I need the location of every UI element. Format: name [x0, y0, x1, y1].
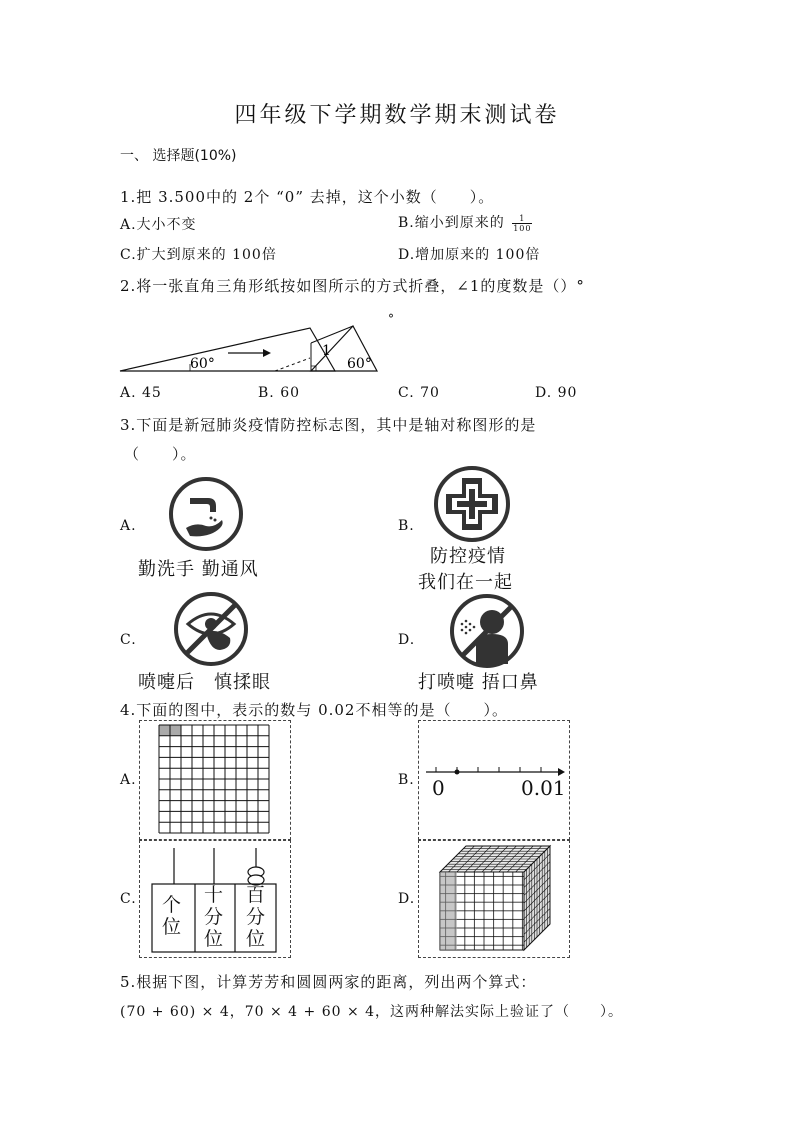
- cube-shaded-columns: [440, 872, 457, 950]
- abacus-char: 分: [204, 906, 224, 928]
- sign-b-caption-line2: 我们在一起: [418, 572, 513, 593]
- page-title: 四年级下学期数学期末测试卷: [234, 103, 560, 128]
- q1-option-d: D.增加原来的 100倍: [398, 247, 541, 263]
- arrow-head: [263, 349, 271, 357]
- number-line-arrow: [558, 768, 565, 776]
- q3-option-b: B.: [398, 518, 415, 534]
- q1-option-b: [398, 212, 532, 233]
- hand-washing-sign-icon: [168, 476, 244, 552]
- q4-option-b: B.: [398, 772, 415, 788]
- q2-option-a: A. 45: [120, 385, 162, 401]
- q2-option-c: C. 70: [398, 385, 440, 401]
- abacus-char: 十: [204, 884, 224, 906]
- q4-option-d: D.: [398, 891, 416, 907]
- question-4-text: 4.下面的图中，表示的数与 0.02不相等的是（ ）。: [120, 701, 508, 719]
- angle-label-right: 60°: [347, 356, 372, 372]
- sign-a-caption: 勤洗手 勤通风: [138, 559, 259, 580]
- q3-option-a: A.: [120, 518, 137, 534]
- original-triangle: [120, 328, 335, 371]
- sign-c-caption: 喷嚏后 慎揉眼: [138, 672, 271, 693]
- question-3-blank: （ ）。: [124, 445, 197, 463]
- number-line-label-start: 0: [432, 776, 445, 800]
- angle-label-left: 60°: [190, 356, 215, 372]
- thousand-cube: [436, 842, 556, 954]
- q2-option-d: D. 90: [535, 385, 578, 401]
- question-5-text: 5.根据下图，计算芳芳和圆圆两家的距离，列出两个算式：: [120, 973, 537, 991]
- number-line-label-end: 0.01: [521, 776, 566, 800]
- abacus-char: 百: [246, 884, 266, 906]
- q1-fraction-numerator: 1: [512, 214, 532, 224]
- folded-dashed-edge: [275, 358, 310, 371]
- question-2-text: 2.将一张直角三角形纸按如图所示的方式折叠，∠1的度数是（）°: [120, 277, 585, 295]
- q1-fraction: [512, 214, 532, 233]
- abacus-label-ones: [162, 894, 181, 938]
- sign-d-caption: 打喷嚏 捂口鼻: [418, 672, 539, 693]
- no-eye-rubbing-sign-icon: [172, 590, 250, 668]
- abacus-char: 个: [162, 894, 182, 916]
- abacus-char: 位: [162, 916, 182, 938]
- q3-option-d: D.: [398, 632, 416, 648]
- question-5-formula: (70 + 60) × 4，70 × 4 + 60 × 4，这两种解法实际上验证了（ ）。: [120, 1004, 624, 1020]
- sign-b-caption-line1: 防控疫情: [430, 546, 506, 567]
- hundred-grid: [158, 724, 272, 834]
- fold-upper-edge: [311, 326, 353, 343]
- abacus-char: 位: [204, 928, 224, 950]
- abacus-char: 分: [246, 906, 266, 928]
- section-heading-choice: 一、 选择题(10%): [120, 148, 237, 164]
- cover-mouth-sign-icon: [448, 592, 526, 670]
- q1-option-a: A.大小不变: [120, 217, 197, 233]
- fold-triangle-figure: [115, 318, 405, 378]
- q1-fraction-denominator: 100: [513, 223, 532, 233]
- q3-option-c: C.: [120, 632, 137, 648]
- abacus-label-tenths: [204, 884, 223, 950]
- number-line-point: [455, 770, 460, 775]
- angle-1-label: 1: [322, 343, 331, 359]
- q4-option-a: A.: [120, 772, 137, 788]
- number-line-ticks: [436, 767, 541, 772]
- q4-option-c: C.: [120, 891, 137, 907]
- q1-option-b-label: B.缩小到原来的: [398, 215, 505, 231]
- q2-option-b: B. 60: [258, 385, 301, 401]
- question-1-text: 1.把 3.500中的 2个 “0” 去掉，这个小数（ ）。: [120, 188, 495, 206]
- abacus-char: 位: [246, 928, 266, 950]
- question-3-text: 3.下面是新冠肺炎疫情防控标志图，其中是轴对称图形的是: [120, 416, 537, 434]
- q1-option-c: C.扩大到原来的 100倍: [120, 247, 277, 263]
- abacus-label-hundredths: [246, 884, 265, 950]
- q2-degree-mark: °: [388, 312, 394, 326]
- medical-cross-sign-icon: [432, 464, 512, 544]
